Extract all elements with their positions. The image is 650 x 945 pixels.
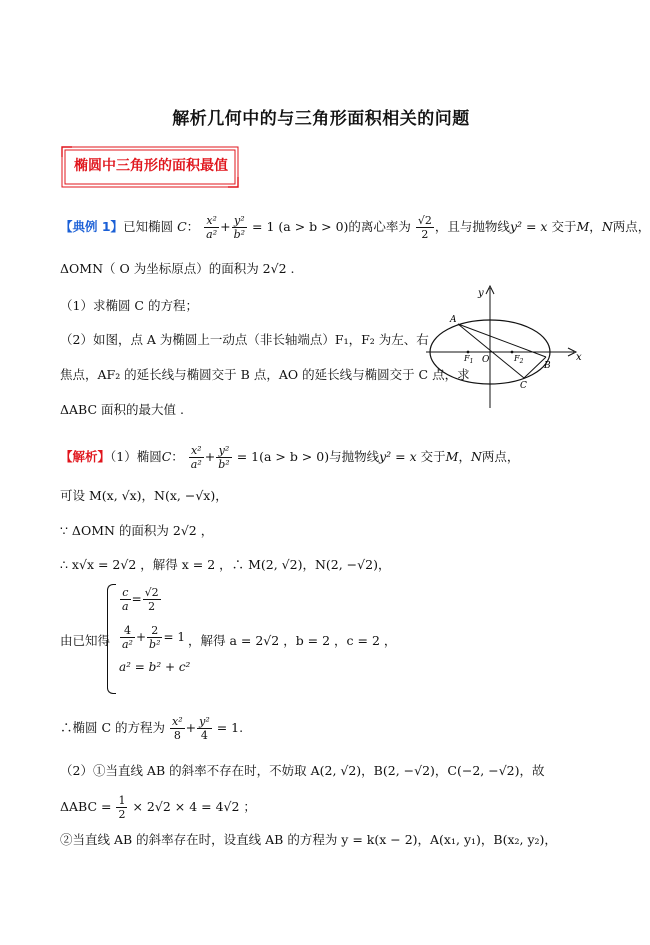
fraction: $\frac{\text{y²}}{\text{b²}}$ bbox=[218, 444, 230, 471]
focus-2-label: $F_2$ bbox=[514, 354, 524, 365]
solution-line-3: ∵ ΔOMN 的面积为 2√2 ， bbox=[60, 523, 214, 538]
solution-line-7: （2）①当直线 AB 的斜率不存在时，不妨取 A(2, √2)，B(2, −√2)，C(−2, −√2)，故 bbox=[60, 763, 545, 778]
fraction: $\frac{\text{y²}}{\text{b²}}$ bbox=[233, 214, 246, 241]
origin-label: O bbox=[482, 355, 490, 365]
fraction: $\frac{1}{2}$ bbox=[118, 794, 126, 821]
question-2-line-2: 焦点，AF₂ 的延长线与椭圆交于 B 点，AO 的延长线与椭圆交于 C 点，求 bbox=[60, 367, 470, 382]
example-line-2: ΔOMN（ O 为坐标原点）的面积为 2√2 . bbox=[60, 261, 295, 276]
system-row-1: $\frac{c}{a}$ = $\frac{√2}{2}$ bbox=[122, 586, 159, 613]
solution-line-6: ∴椭圆 C 的方程为 $\frac{\text{x²}}{8}$ + $\frac{\text{y²}}{4}$ = 1. bbox=[60, 715, 244, 742]
fraction: $\frac{\text{x²}}{\text{a²}}$ bbox=[206, 214, 218, 241]
point-A-label: A bbox=[450, 315, 457, 325]
solution-line-8: ΔABC = $\frac{1}{2}$ × 2√2 × 4 = 4√2 ； bbox=[60, 794, 256, 821]
point-C-label: C bbox=[520, 381, 527, 391]
example-line-1: 【典例 1】已知椭圆 C： $\frac{\text{x²}}{\text{a²}}$ + $\frac{\text{y²}}{\text{b²}}$ = 1 (a > b > 0)的离心率为 $\frac{√2}{2}$ ，且与抛物线y² = x 交于M，N两点， bbox=[60, 214, 650, 241]
solution-line-2: 可设 M(x, √x)，N(x, −√x)， bbox=[60, 488, 228, 503]
solution-line-1: 【解析】（1）椭圆C： $\frac{\text{x²}}{\text{a²}}$ + $\frac{\text{y²}}{\text{b²}}$ = 1(a > b > 0)与抛物线y² = x 交于M，N两点， bbox=[60, 444, 520, 471]
point-B-label: B bbox=[544, 361, 551, 371]
system-row-3: a² = b² + c² bbox=[119, 660, 191, 674]
question-2-line-1: （2）如图，点 A 为椭圆上一动点（非长轴端点）F₁，F₂ 为左、右 bbox=[60, 332, 429, 347]
fraction: $\frac{\text{x²}}{\text{a²}}$ bbox=[190, 444, 202, 471]
section-label: 椭圆中三角形的面积最值 bbox=[74, 158, 228, 174]
question-1: （1）求椭圆 C 的方程； bbox=[60, 298, 198, 313]
solution-line-9: ②当直线 AB 的斜率存在时，设直线 AB 的方程为 y = k(x − 2)，A(x₁, y₁)，B(x₂, y₂)， bbox=[60, 832, 557, 847]
fraction: $\frac{√2}{2}$ bbox=[417, 214, 432, 241]
system-row-2: $\frac{4}{\text{a²}}$ + $\frac{2}{\text{b²}}$ = 1 bbox=[122, 624, 185, 651]
solution-line-4: ∴ x√x = 2√2 ，解得 x = 2 ，∴ M(2, √2)，N(2, −√2)， bbox=[60, 557, 391, 572]
example-tag: 【典例 1】 bbox=[60, 219, 124, 234]
solution-tag: 【解析】 bbox=[60, 449, 111, 464]
page-title: 解析几何中的与三角形面积相关的问题 bbox=[172, 109, 470, 129]
solution-line-5-pre: 由已知得 bbox=[60, 633, 111, 648]
solution-line-5-post: ，解得 a = 2√2 ，b = 2 ，c = 2 ， bbox=[188, 633, 397, 648]
axis-label-y: y bbox=[478, 288, 484, 299]
ellipse-figure bbox=[424, 282, 594, 412]
fraction: $\frac{\text{x²}}{8}$ bbox=[172, 715, 183, 742]
question-2-line-3: ΔABC 面积的最大值 . bbox=[60, 402, 184, 417]
axis-label-x: x bbox=[576, 352, 582, 363]
system-brace bbox=[107, 584, 116, 694]
fraction: $\frac{\text{y²}}{4}$ bbox=[199, 715, 210, 742]
focus-1-label: $F_1$ bbox=[464, 354, 474, 365]
